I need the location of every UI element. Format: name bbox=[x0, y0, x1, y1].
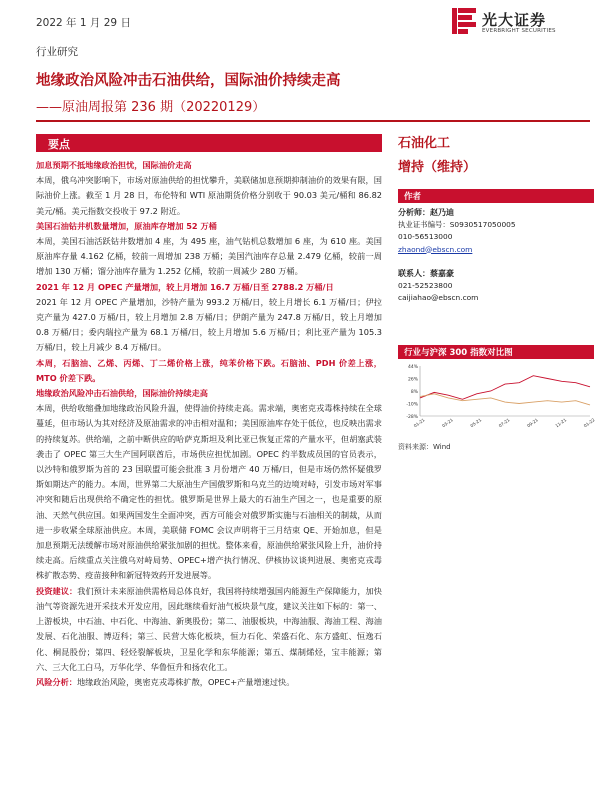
keypoint-paragraph-5: 本周，供给收缩叠加地缘政治风险升温，使得油价持续走高。需求端，奥密克戎毒株持续在全球蔓延，但市场认为其对经济及原油需求的冲击相对温和；美国原油库存处于低位，也反映出需求的持续复苏。供给端，之前中断供应的哈萨克斯坦及利比亚已恢复正常的产量水平，但胡塞武装袭击了 OPEC 第三大生产国阿联酋后，市场供应担忧加剧。OPEC 约半数成员国的官员表示，以沙特和俄罗斯为首的 23 国联盟可能会批准 3 月份增产 40 万桶/日，但是市场仍然怀疑俄罗斯如期达产的能力。本周，世界第二大原油生产国俄罗斯和乌克兰的边境对峙，引发市场对军事冲突和随后出现供给不确定性的担忧。俄罗斯是世界上最大的石油生产国之一，也是重要的原油、天然气供应国。如果两国发生全面冲突，西方可能会对俄罗斯实施与石油相关的制裁，从而进一步收紧全球原油供应。本周，美联储 FOMC 会议声明将于三月结束 QE、开始加息，但是加息预期无法缓解市场对原油供给紧张加剧的担忧。整体来看，原油供给紧张风险上升，油价持续走高。后续重点关注俄乌对峙局势、OPEC+增产执行情况、伊核协议谈判进展、奥密克戎毒株扩散态势、疫苗接种和新冠特效药开发进展等。 bbox=[36, 403, 382, 581]
page-subtitle: ——原油周报第 236 期（20220129） bbox=[36, 100, 266, 115]
chart-x-tick-label: 09-21 bbox=[526, 417, 539, 429]
investment-advice-text: 我们预计未来原油供需格局总体良好，我国将持续增强国内能源生产保障能力，加快油气等资源先进开采技术开发应用，因此继续看好油气板块景气度，建议关注如下标的：第一、上游板块，中石油、中石化、中海油、新奥股份；第二、油服板块，中海油服、海油工程、海油发展、石化油服、博迈科；第三、民营大炼化板块，恒力石化、荣盛石化、东方盛虹、恒逸石化、桐昆股份；第四、轻烃裂解板块，卫星化学和东华能源；第五、煤制烯烃，宝丰能源；第六、三大化工白马，万华化学、华鲁恒升和扬农化工。 bbox=[36, 585, 382, 672]
authors-label: 作者 bbox=[404, 192, 422, 202]
chart-x-tick-label: 07-21 bbox=[497, 417, 511, 429]
keypoints-label: 要点 bbox=[48, 138, 70, 151]
chart-x-tick-label: 03-21 bbox=[441, 417, 454, 429]
chart-series-line-1 bbox=[420, 376, 590, 400]
analyst-cert: 执业证书编号：S0930517050005 bbox=[398, 220, 516, 230]
chart-x-tick-label: 05-21 bbox=[469, 417, 483, 429]
sidebar-rating bbox=[398, 132, 594, 175]
contact-name: 蔡嘉豪 bbox=[430, 269, 454, 278]
index-comparison-chart bbox=[398, 362, 594, 430]
report-date: 2022 年 1 月 29 日 bbox=[36, 17, 131, 29]
chart-x-tick-label: 01-21 bbox=[412, 417, 426, 429]
keypoint-heading-1: 加息预期不抵地缘政治担忧，国际油价走高 bbox=[36, 160, 192, 170]
chart-y-tick-label: -10% bbox=[406, 402, 418, 408]
page-title: 地缘政治风险冲击石油供给，国际油价持续走高 bbox=[36, 73, 341, 89]
keypoints-header bbox=[36, 134, 382, 152]
logo bbox=[452, 6, 592, 40]
report-category: 行业研究 bbox=[36, 46, 78, 58]
contact-email: caijiahao@ebscn.com bbox=[398, 293, 479, 303]
chart-y-tick-label: 26% bbox=[407, 377, 418, 383]
logo-text-cn: 光大证券 bbox=[482, 11, 547, 29]
chart-y-tick-label: 8% bbox=[410, 390, 418, 395]
analyst-email-link[interactable]: zhaond@ebscn.com bbox=[398, 244, 473, 254]
logo-text-en: EVERBRIGHT SECURITIES bbox=[482, 28, 556, 34]
sector-name: 石油化工 bbox=[398, 136, 451, 151]
investment-advice-label: 投资建议： bbox=[36, 585, 78, 596]
chart-x-tick-label: 01-22 bbox=[582, 417, 596, 429]
chart-source: 资料来源：Wind bbox=[398, 443, 451, 451]
chart-series-line-2 bbox=[420, 394, 590, 405]
chart-y-tick-label: -28% bbox=[406, 415, 418, 420]
risk-analysis-text: 地缘政治风险，奥密克戎毒株扩散，OPEC+产量增速过快。 bbox=[76, 676, 295, 687]
authors-header bbox=[398, 189, 594, 203]
keypoint-paragraph-1: 本周，俄乌冲突影响下，市场对原油供给的担忧攀升，美联储加息预期抑制油价的效果有限，国际油价上涨。截至 1 月 28 日，布伦特和 WTI 原油期货价格分别收于 90.03 美元/桶和 86.82 美元/桶。美元指数交投收于 97.2 附近。 bbox=[36, 175, 382, 216]
analyst-name: 赵乃迪 bbox=[430, 208, 454, 217]
keypoint-heading-5: 地缘政治风险冲击石油供给，国际油价持续走高 bbox=[36, 388, 208, 399]
analyst-block bbox=[398, 207, 516, 256]
chart-header bbox=[398, 345, 594, 359]
keypoint-paragraph-2: 本周，美国石油活跃钻井数增加 4 座，为 495 座，油气钻机总数增加 6 座，为 610 座。美国原油库存量 4.162 亿桶，较前一周增加 238 万桶；美国汽油库存总量 2.479 亿桶，较前一周增加 130 万桶；馏分油库存量为 1.252 亿桶，较前一周减少 280 万桶。 bbox=[36, 236, 382, 277]
sector-rating: 增持（维持） bbox=[398, 160, 477, 175]
analyst-phone: 010-56513000 bbox=[398, 232, 453, 242]
keypoints-body bbox=[36, 158, 382, 690]
risk-analysis bbox=[36, 675, 382, 690]
contact-phone: 021-52523800 bbox=[398, 281, 453, 291]
investment-advice bbox=[36, 584, 382, 675]
keypoint-heading-3: 2021 年 12 月 OPEC 产量增加，较上月增加 16.7 万桶/日至 2788.2 万桶/日 bbox=[36, 281, 334, 292]
chart-y-tick-label: 44% bbox=[407, 365, 418, 370]
title-divider bbox=[36, 120, 590, 122]
risk-analysis-label: 风险分析： bbox=[36, 676, 77, 687]
analyst-role: 分析师： bbox=[398, 208, 430, 217]
logo-mark-icon bbox=[452, 8, 476, 34]
keypoint-heading-2: 美国石油钻井机数量增加，原油库存增加 52 万桶 bbox=[36, 220, 217, 231]
keypoint-paragraph-3: 2021 年 12 月 OPEC 产量增加，沙特产量为 993.2 万桶/日，较上月增长 6.1 万桶/日；伊拉克产量为 427.0 万桶/日，较上月增加 2.8 万桶/日；伊朗产量为 247.8 万桶/日，较上月增加 0.8 万桶/日；委内瑞拉产量为 68.1 万桶/日，较上月增加 5.6 万桶/日；利比亚产量为 105.3 万桶/日，较上月减少 8.4 万桶/日。 bbox=[36, 296, 382, 353]
chart-title: 行业与沪深 300 指数对比图 bbox=[404, 348, 513, 358]
chart-x-tick-label: 11-21 bbox=[554, 417, 568, 429]
contact-role: 联系人： bbox=[398, 269, 430, 278]
contact-block bbox=[398, 268, 478, 305]
keypoint-heading-4: 本周，石脑油、乙烯、丙烯、丁二烯价格上涨，纯苯价格下跌。石脑油、PDH 价差上涨，MTO 价差下跌。 bbox=[36, 357, 382, 383]
